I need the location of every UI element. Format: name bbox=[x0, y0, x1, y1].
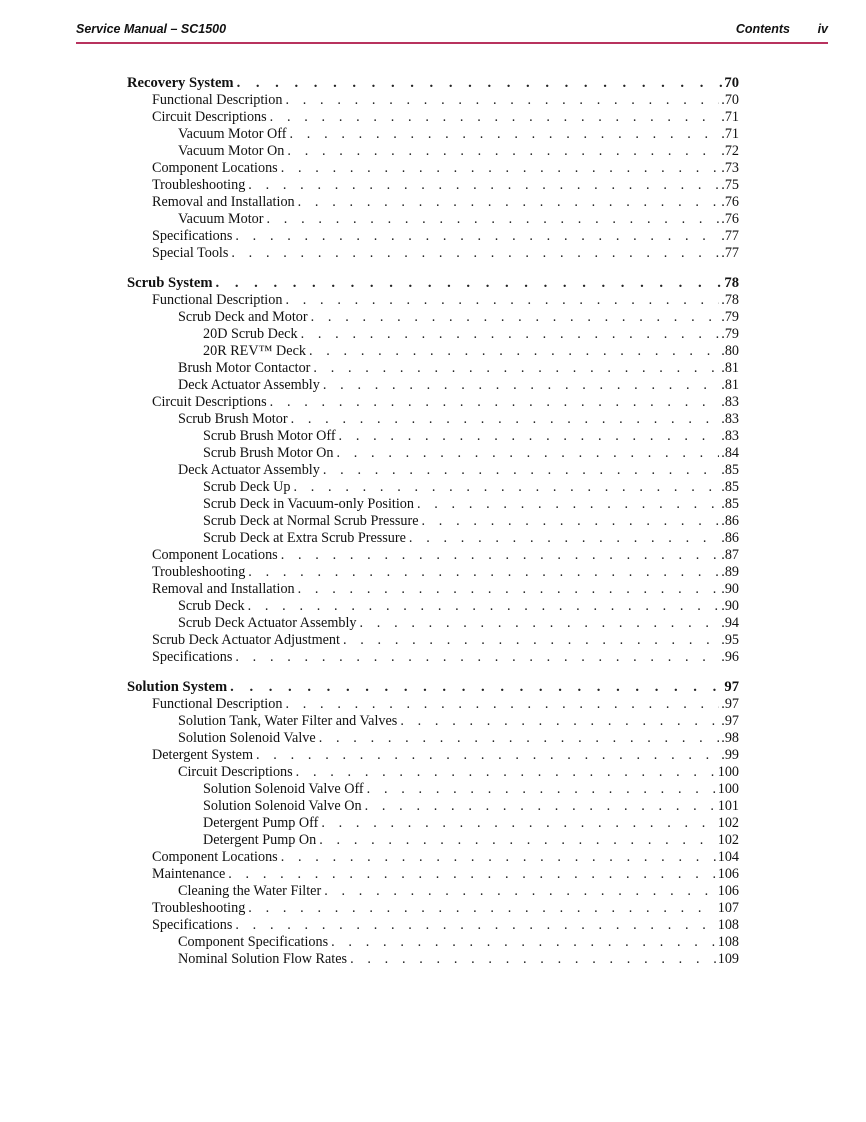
toc-entry-page: 101 bbox=[717, 798, 739, 814]
toc-entry[interactable] bbox=[127, 900, 739, 917]
toc-entry-title: Specifications bbox=[152, 649, 233, 665]
dot-leader bbox=[270, 109, 720, 126]
toc-entry-page: 97 bbox=[724, 679, 739, 695]
toc-entry-page: .83 bbox=[721, 394, 739, 410]
toc-entry-title: Deck Actuator Assembly bbox=[178, 377, 320, 393]
dot-leader bbox=[339, 428, 720, 445]
toc-entry-title: Component Specifications bbox=[178, 934, 329, 950]
dot-leader bbox=[267, 211, 720, 228]
toc-entry-title: Solution Tank, Water Filter and Valves bbox=[178, 713, 398, 729]
dot-leader bbox=[313, 360, 719, 377]
dot-leader bbox=[237, 74, 723, 92]
toc-entry-title: Specifications bbox=[152, 228, 233, 244]
toc-entry[interactable] bbox=[127, 143, 739, 160]
toc-entry-page: .94 bbox=[721, 615, 739, 631]
toc-entry[interactable] bbox=[127, 581, 739, 598]
dot-leader bbox=[281, 849, 716, 866]
toc-entry[interactable] bbox=[127, 411, 739, 428]
toc-entry-title: 20R REV™ Deck bbox=[203, 343, 306, 359]
toc-entry-page: .87 bbox=[721, 547, 739, 563]
toc-entry-page: .81 bbox=[721, 360, 739, 376]
toc-entry-page: .89 bbox=[721, 564, 739, 580]
toc-entry-page: .95 bbox=[721, 632, 739, 648]
toc-chapter-entry[interactable] bbox=[127, 74, 739, 92]
toc-entry-page: .71 bbox=[721, 109, 739, 125]
toc-entry[interactable] bbox=[127, 781, 739, 798]
dot-leader bbox=[248, 177, 719, 194]
toc-entry-title: Solution Solenoid Valve Off bbox=[203, 781, 364, 797]
toc-entry-title: Removal and Installation bbox=[152, 581, 295, 597]
toc-entry-page: .98 bbox=[721, 730, 739, 746]
toc-entry-title: Scrub Deck bbox=[178, 598, 245, 614]
toc-entry[interactable] bbox=[127, 479, 739, 496]
toc-entry-page: 102 bbox=[717, 832, 739, 848]
toc-entry[interactable] bbox=[127, 445, 739, 462]
dot-leader bbox=[290, 126, 720, 143]
toc-entry-page: .81 bbox=[721, 377, 739, 393]
manual-title: Service Manual – SC1500 bbox=[76, 22, 227, 36]
toc-entry-title: Scrub System bbox=[127, 275, 213, 291]
toc-entry[interactable] bbox=[127, 747, 739, 764]
dot-leader bbox=[281, 160, 720, 177]
toc-entry[interactable] bbox=[127, 713, 739, 730]
toc-section bbox=[127, 678, 739, 968]
dot-leader bbox=[360, 615, 720, 632]
toc-entry-page: .78 bbox=[721, 292, 739, 308]
toc-entry[interactable] bbox=[127, 849, 739, 866]
toc-entry-page: .85 bbox=[721, 479, 739, 495]
toc-entry[interactable] bbox=[127, 462, 739, 479]
toc-entry-title: Circuit Descriptions bbox=[178, 764, 293, 780]
toc-entry-page: 102 bbox=[717, 815, 739, 831]
dot-leader bbox=[301, 326, 720, 343]
toc-entry-page: .79 bbox=[721, 326, 739, 342]
toc-entry[interactable] bbox=[127, 815, 739, 832]
toc-entry-title: Detergent Pump Off bbox=[203, 815, 319, 831]
header-rule bbox=[76, 42, 828, 44]
dot-leader bbox=[281, 547, 720, 564]
toc-entry-title: Removal and Installation bbox=[152, 194, 295, 210]
toc-entry-page: .72 bbox=[721, 143, 739, 159]
dot-leader bbox=[400, 713, 719, 730]
toc-entry-page: 106 bbox=[717, 883, 739, 899]
dot-leader bbox=[235, 649, 719, 666]
dot-leader bbox=[231, 245, 719, 262]
toc-entry-title: Component Locations bbox=[152, 849, 278, 865]
toc-entry[interactable] bbox=[127, 292, 739, 309]
toc-entry-page: 109 bbox=[717, 951, 739, 967]
toc-entry-page: .77 bbox=[721, 228, 739, 244]
toc-entry-page: .86 bbox=[721, 513, 739, 529]
dot-leader bbox=[270, 394, 720, 411]
dot-leader bbox=[321, 815, 715, 832]
dot-leader bbox=[298, 194, 720, 211]
toc-entry[interactable] bbox=[127, 934, 739, 951]
dot-leader bbox=[228, 866, 715, 883]
dot-leader bbox=[296, 764, 716, 781]
dot-leader bbox=[319, 730, 720, 747]
toc-entry-title: Functional Description bbox=[152, 696, 283, 712]
section-title: Contents bbox=[735, 22, 790, 36]
toc-entry-title: Scrub Deck in Vacuum-only Position bbox=[203, 496, 414, 512]
toc-entry-page: .90 bbox=[721, 598, 739, 614]
dot-leader bbox=[343, 632, 719, 649]
toc-entry-page: 70 bbox=[724, 75, 739, 91]
toc-entry[interactable] bbox=[127, 377, 739, 394]
toc-entry[interactable] bbox=[127, 160, 739, 177]
toc-entry[interactable] bbox=[127, 211, 739, 228]
toc-entry[interactable] bbox=[127, 649, 739, 666]
toc-entry-title: Scrub Deck Up bbox=[203, 479, 291, 495]
toc-entry-title: Component Locations bbox=[152, 547, 278, 563]
dot-leader bbox=[256, 747, 719, 764]
table-of-contents bbox=[127, 74, 739, 980]
dot-leader bbox=[216, 274, 723, 292]
toc-entry-page: .76 bbox=[721, 194, 739, 210]
toc-entry-title: Deck Actuator Assembly bbox=[178, 462, 320, 478]
toc-entry[interactable] bbox=[127, 513, 739, 530]
toc-entry[interactable] bbox=[127, 496, 739, 513]
dot-leader bbox=[248, 598, 720, 615]
toc-entry-title: Troubleshooting bbox=[152, 900, 246, 916]
dot-leader bbox=[293, 479, 719, 496]
toc-section bbox=[127, 274, 739, 666]
dot-leader bbox=[311, 309, 720, 326]
dot-leader bbox=[367, 781, 716, 798]
toc-entry-title: Specifications bbox=[152, 917, 233, 933]
toc-entry-title: Brush Motor Contactor bbox=[178, 360, 311, 376]
toc-entry-title: Maintenance bbox=[152, 866, 226, 882]
toc-entry-title: Detergent Pump On bbox=[203, 832, 317, 848]
toc-entry-title: Solution System bbox=[127, 679, 228, 695]
toc-section bbox=[127, 74, 739, 262]
dot-leader bbox=[324, 883, 716, 900]
toc-entry-title: 20D Scrub Deck bbox=[203, 326, 298, 342]
toc-entry-title: Scrub Brush Motor bbox=[178, 411, 288, 427]
dot-leader bbox=[350, 951, 716, 968]
toc-entry-page: .96 bbox=[721, 649, 739, 665]
toc-entry[interactable] bbox=[127, 547, 739, 564]
dot-leader bbox=[298, 581, 720, 598]
toc-entry[interactable] bbox=[127, 92, 739, 109]
toc-entry-page: .99 bbox=[721, 747, 739, 763]
toc-entry-title: Vacuum Motor bbox=[178, 211, 264, 227]
toc-entry-page: 100 bbox=[717, 781, 739, 797]
toc-entry-title: Solution Solenoid Valve bbox=[178, 730, 316, 746]
toc-entry-title: Scrub Deck Actuator Adjustment bbox=[152, 632, 340, 648]
toc-entry-title: Circuit Descriptions bbox=[152, 394, 267, 410]
toc-entry-page: .80 bbox=[721, 343, 739, 359]
toc-entry[interactable] bbox=[127, 832, 739, 849]
toc-entry[interactable] bbox=[127, 530, 739, 547]
toc-entry-title: Vacuum Motor On bbox=[178, 143, 285, 159]
dot-leader bbox=[336, 445, 719, 462]
toc-entry-page: .71 bbox=[721, 126, 739, 142]
toc-entry[interactable] bbox=[127, 228, 739, 245]
toc-entry-page: .83 bbox=[721, 411, 739, 427]
toc-entry-page: .85 bbox=[721, 496, 739, 512]
toc-entry[interactable] bbox=[127, 343, 739, 360]
toc-entry-title: Cleaning the Water Filter bbox=[178, 883, 322, 899]
toc-entry-page: 106 bbox=[717, 866, 739, 882]
toc-entry[interactable] bbox=[127, 564, 739, 581]
toc-entry[interactable] bbox=[127, 109, 739, 126]
toc-entry[interactable] bbox=[127, 632, 739, 649]
toc-entry-page: .73 bbox=[721, 160, 739, 176]
toc-entry-page: 107 bbox=[717, 900, 739, 916]
toc-entry[interactable] bbox=[127, 309, 739, 326]
toc-entry-title: Special Tools bbox=[152, 245, 229, 261]
toc-entry[interactable] bbox=[127, 177, 739, 194]
toc-entry[interactable] bbox=[127, 428, 739, 445]
toc-entry-page: .77 bbox=[721, 245, 739, 261]
toc-entry-title: Circuit Descriptions bbox=[152, 109, 267, 125]
toc-entry-page: 104 bbox=[717, 849, 739, 865]
toc-entry-title: Troubleshooting bbox=[152, 564, 246, 580]
toc-entry-page: .75 bbox=[721, 177, 739, 193]
dot-leader bbox=[323, 377, 719, 394]
toc-entry-title: Recovery System bbox=[127, 75, 234, 91]
toc-entry[interactable] bbox=[127, 360, 739, 377]
toc-entry[interactable] bbox=[127, 126, 739, 143]
toc-entry-title: Scrub Brush Motor Off bbox=[203, 428, 336, 444]
toc-entry-page: .90 bbox=[721, 581, 739, 597]
dot-leader bbox=[285, 92, 719, 109]
dot-leader bbox=[331, 934, 716, 951]
toc-entry-title: Scrub Deck at Extra Scrub Pressure bbox=[203, 530, 406, 546]
toc-entry[interactable] bbox=[127, 764, 739, 781]
toc-chapter-entry[interactable] bbox=[127, 274, 739, 292]
toc-entry-title: Scrub Deck Actuator Assembly bbox=[178, 615, 357, 631]
toc-entry[interactable] bbox=[127, 394, 739, 411]
dot-leader bbox=[291, 411, 720, 428]
toc-entry-title: Troubleshooting bbox=[152, 177, 246, 193]
dot-leader bbox=[323, 462, 719, 479]
toc-entry-page: 100 bbox=[717, 764, 739, 780]
toc-entry[interactable] bbox=[127, 326, 739, 343]
toc-entry[interactable] bbox=[127, 917, 739, 934]
toc-entry-page: .86 bbox=[721, 530, 739, 546]
dot-leader bbox=[287, 143, 719, 160]
toc-entry-page: .85 bbox=[721, 462, 739, 478]
toc-entry-page: .84 bbox=[721, 445, 739, 461]
dot-leader bbox=[309, 343, 719, 360]
toc-entry-title: Component Locations bbox=[152, 160, 278, 176]
dot-leader bbox=[319, 832, 715, 849]
toc-entry[interactable] bbox=[127, 615, 739, 632]
toc-entry-title: Nominal Solution Flow Rates bbox=[178, 951, 348, 967]
toc-entry-title: Scrub Brush Motor On bbox=[203, 445, 334, 461]
toc-entry[interactable] bbox=[127, 245, 739, 262]
dot-leader bbox=[285, 292, 719, 309]
toc-entry[interactable] bbox=[127, 194, 739, 211]
toc-entry-title: Functional Description bbox=[152, 292, 283, 308]
toc-entry-title: Scrub Deck at Normal Scrub Pressure bbox=[203, 513, 419, 529]
page-header bbox=[76, 22, 828, 40]
dot-leader bbox=[230, 678, 722, 696]
toc-entry-page: 78 bbox=[724, 275, 739, 291]
toc-entry-page: .83 bbox=[721, 428, 739, 444]
dot-leader bbox=[285, 696, 719, 713]
dot-leader bbox=[235, 228, 719, 245]
toc-entry-title: Scrub Deck and Motor bbox=[178, 309, 308, 325]
toc-entry-page: 108 bbox=[717, 934, 739, 950]
toc-entry[interactable] bbox=[127, 866, 739, 883]
dot-leader bbox=[248, 900, 715, 917]
toc-entry[interactable] bbox=[127, 951, 739, 968]
toc-entry-page: .70 bbox=[721, 92, 739, 108]
toc-entry-page: .97 bbox=[721, 713, 739, 729]
toc-entry-page: .97 bbox=[721, 696, 739, 712]
toc-entry[interactable] bbox=[127, 730, 739, 747]
toc-entry[interactable] bbox=[127, 798, 739, 815]
toc-entry-title: Functional Description bbox=[152, 92, 283, 108]
toc-chapter-entry[interactable] bbox=[127, 678, 739, 696]
dot-leader bbox=[417, 496, 719, 513]
toc-entry-page: .79 bbox=[721, 309, 739, 325]
toc-entry-page: 108 bbox=[717, 917, 739, 933]
toc-entry[interactable] bbox=[127, 598, 739, 615]
toc-entry[interactable] bbox=[127, 883, 739, 900]
page-number: iv bbox=[817, 22, 828, 36]
toc-entry-title: Detergent System bbox=[152, 747, 254, 763]
dot-leader bbox=[365, 798, 716, 815]
dot-leader bbox=[409, 530, 719, 547]
toc-entry-title: Vacuum Motor Off bbox=[178, 126, 287, 142]
toc-entry[interactable] bbox=[127, 696, 739, 713]
toc-entry-page: .76 bbox=[721, 211, 739, 227]
dot-leader bbox=[422, 513, 720, 530]
dot-leader bbox=[235, 917, 715, 934]
dot-leader bbox=[248, 564, 719, 581]
toc-entry-title: Solution Solenoid Valve On bbox=[203, 798, 362, 814]
